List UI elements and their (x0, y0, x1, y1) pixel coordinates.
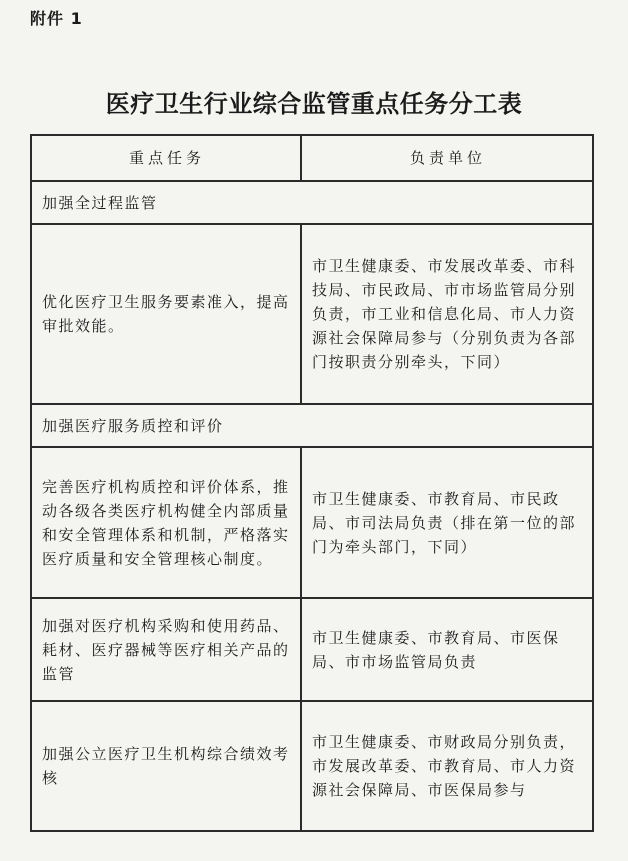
table-row (31, 447, 593, 598)
column-header-unit: 负责单位 (301, 135, 593, 181)
section-row (31, 181, 593, 224)
unit-cell: 市卫生健康委、市教育局、市民政局、市司法局负责（排在第一位的部门为牵头部门，下同） (301, 447, 593, 598)
table-row (31, 701, 593, 831)
unit-cell: 市卫生健康委、市教育局、市医保局、市市场监管局负责 (301, 598, 593, 701)
table-header-row (31, 135, 593, 181)
document-title: 医疗卫生行业综合监管重点任务分工表 (105, 90, 523, 118)
table-row (31, 224, 593, 404)
section-heading: 加强医疗服务质控和评价 (31, 404, 593, 447)
attachment-label: 附件 1 (30, 9, 83, 28)
section-row (31, 404, 593, 447)
task-cell: 加强对医疗机构采购和使用药品、耗材、医疗器械等医疗相关产品的监管 (31, 598, 301, 701)
task-cell: 加强公立医疗卫生机构综合绩效考核 (31, 701, 301, 831)
task-allocation-table (30, 134, 594, 832)
table-row (31, 598, 593, 701)
section-heading: 加强全过程监管 (31, 181, 593, 224)
column-header-task: 重点任务 (31, 135, 301, 181)
unit-cell: 市卫生健康委、市发展改革委、市科技局、市民政局、市市场监管局分别负责，市工业和信息化局、市人力资源社会保障局参与（分别负责为各部门按职责分别牵头，下同） (301, 224, 593, 404)
task-cell: 优化医疗卫生服务要素准入，提高审批效能。 (31, 224, 301, 404)
unit-cell: 市卫生健康委、市财政局分别负责，市发展改革委、市教育局、市人力资源社会保障局、市医保局参与 (301, 701, 593, 831)
task-cell: 完善医疗机构质控和评价体系，推动各级各类医疗机构健全内部质量和安全管理体系和机制，严格落实医疗质量和安全管理核心制度。 (31, 447, 301, 598)
